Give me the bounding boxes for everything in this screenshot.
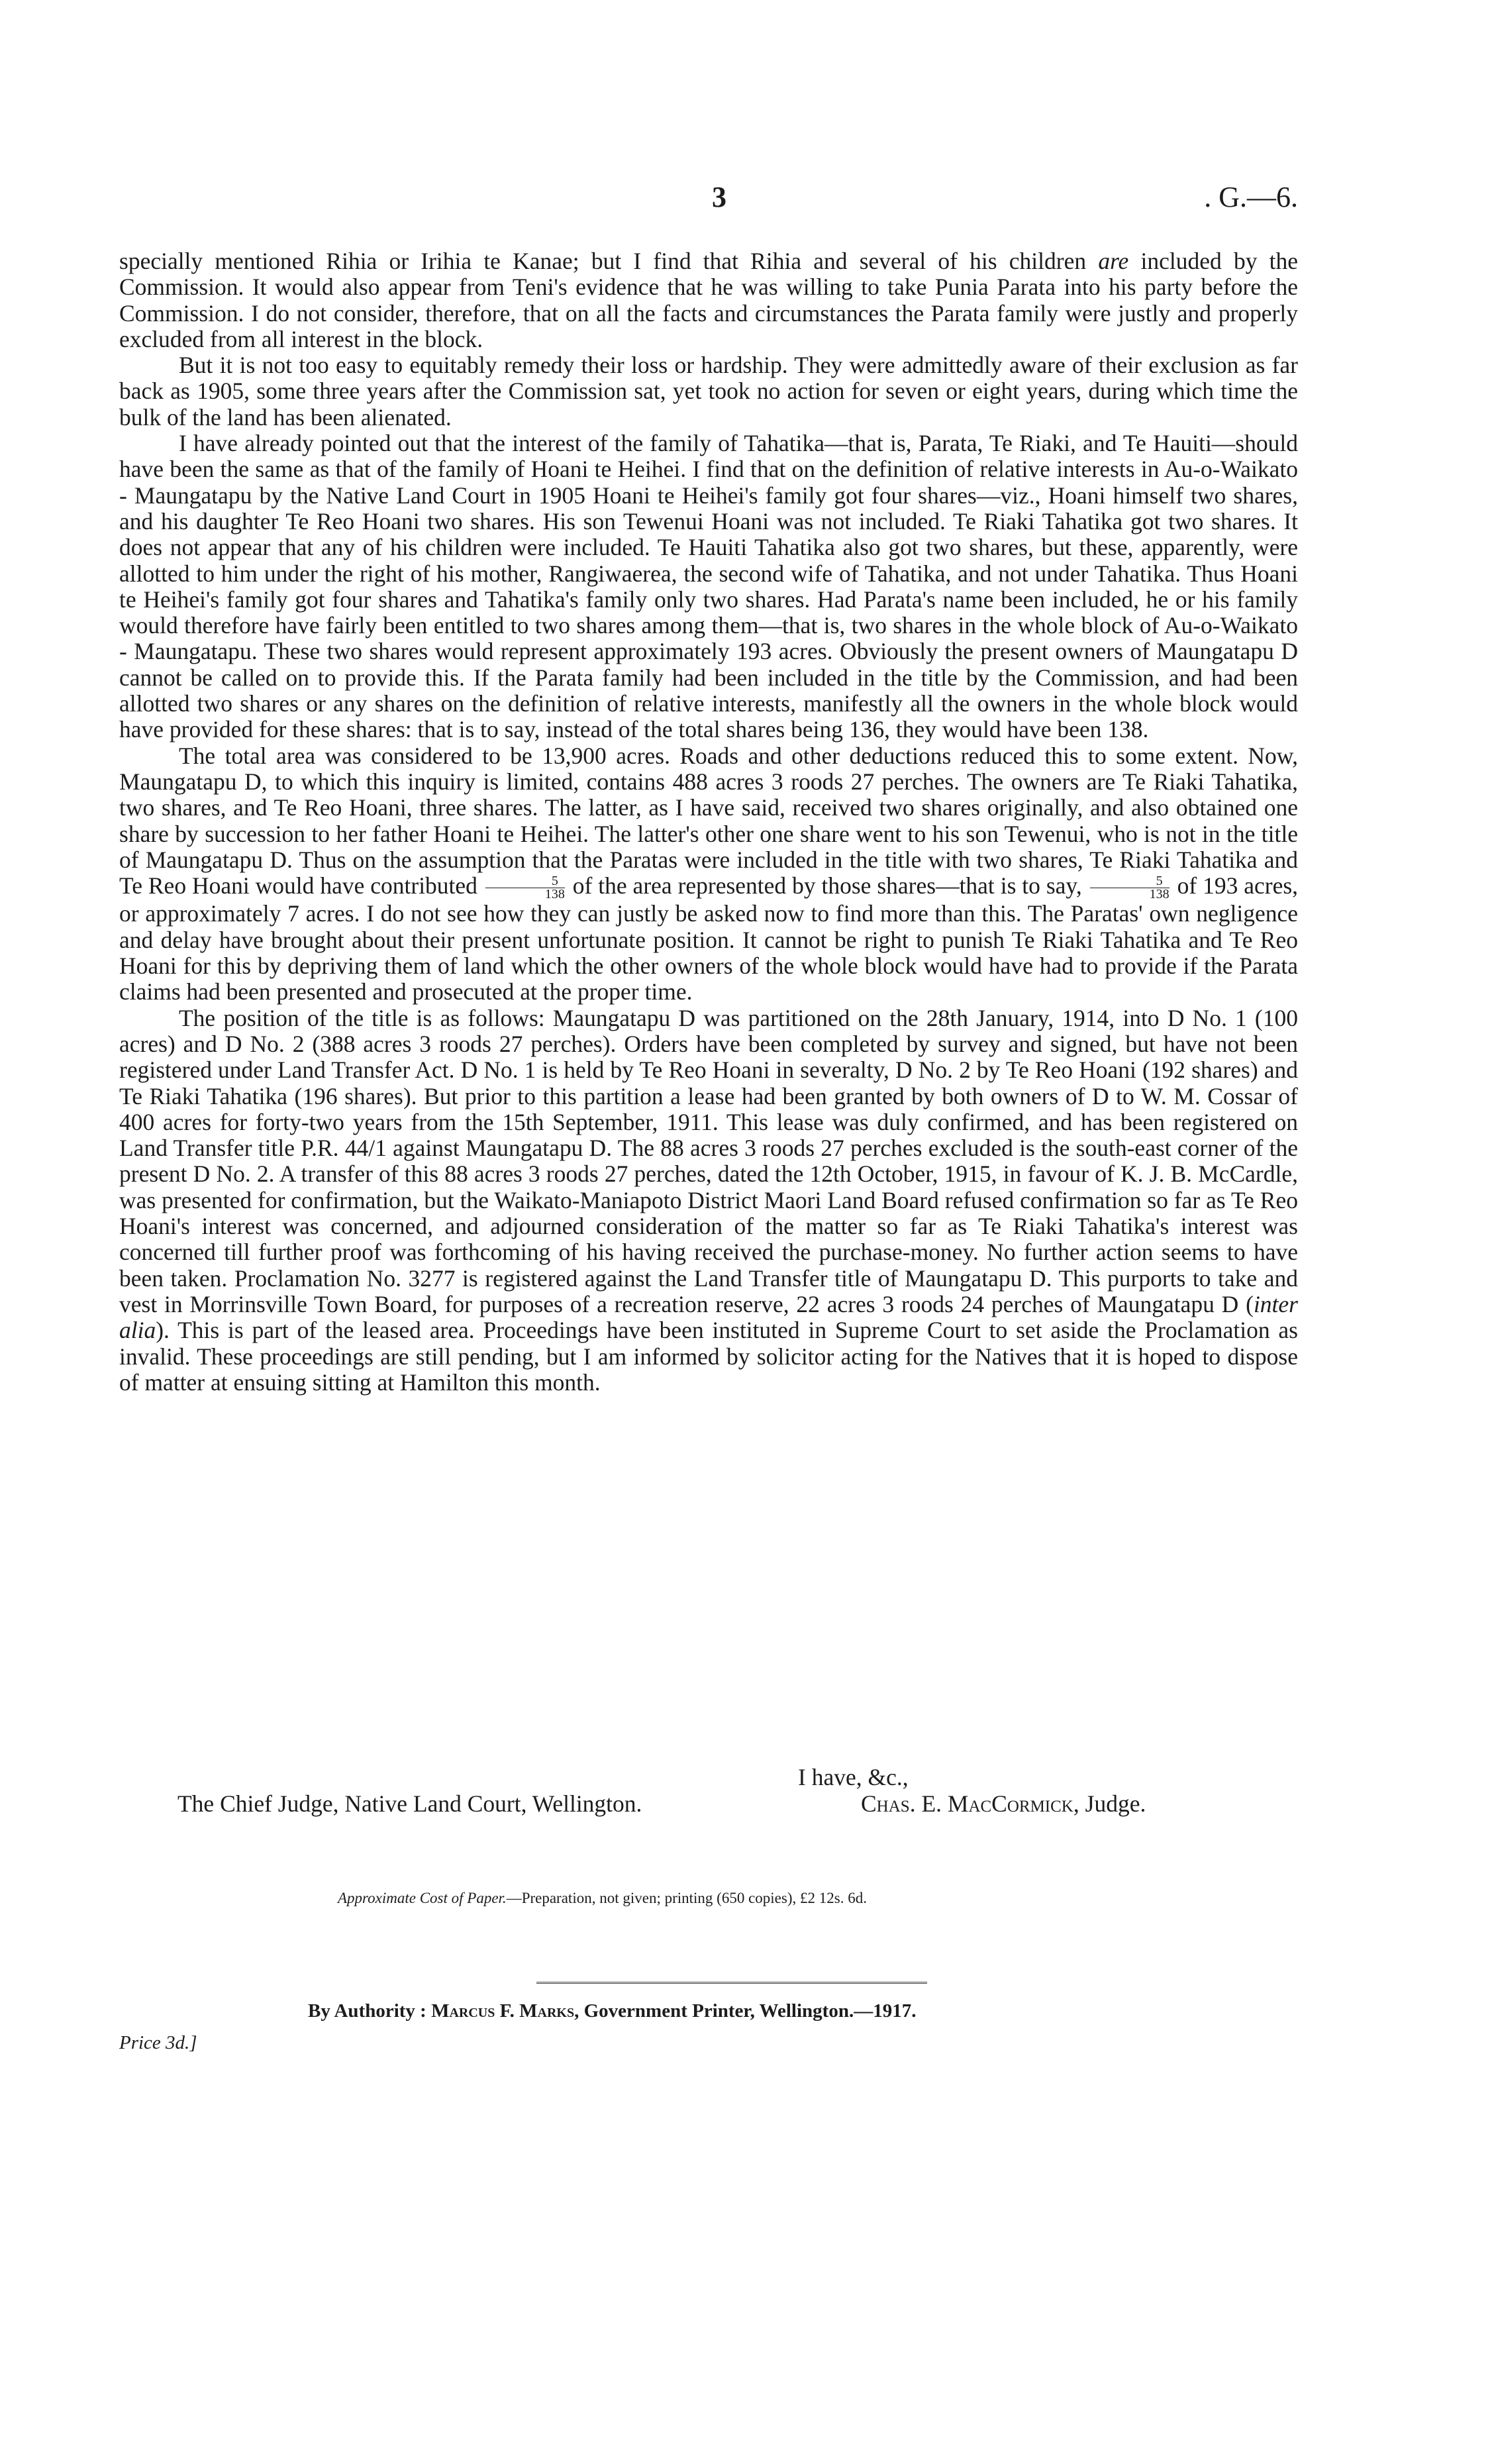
page-header bbox=[119, 180, 1298, 220]
price-note: Price 3d.] bbox=[119, 2032, 197, 2053]
paragraph-4: The total area was considered to be 13,900 acres. Roads and other deductions reduced this to some extent. Now, Maungatapu D, to which this inquiry is limited, contains 488 acres 3 roods 27 perches. The owners are Te Riaki Tahatika, two shares, and Te Reo Hoani, three shares. The latter, as I have said, received two shares originally, and also obtained one share by succession to her father Hoani te Heihei. The latter's other one share went to his son Tewenui, who is not in the title of Maungatapu D. Thus on the assumption that the Paratas were included in the title with two shares, Te Riaki Tahatika and Te Reo Hoani would have contributed $\frac{5}{138}$ of the area represented by those shares—that is to say, $\frac{5}{138}$ of 193 acres, or approximately 7 acres. I do not see how they can justly be asked now to find more than this. The Paratas' own negligence and delay have brought about their present unfortunate position. It cannot be right to punish Te Riaki Tahatika and Te Reo Hoani for this by depriving them of land which the other owners of the whole block would have had to provide if the Parata claims had been presented and prosecuted at the proper time. bbox=[119, 742, 1299, 1005]
signature bbox=[861, 1790, 1146, 1818]
page-number: 3 bbox=[712, 181, 726, 213]
paragraph-5: The position of the title is as follows: Maungatapu D was partitioned on the 28th January, 1914, into D No. 1 (100 acres) and D No. 2 (388 acres 3 roods 27 perches). Orders have been completed by survey and signed, but have not been registered under Land Transfer Act. D No. 1 is held by Te Reo Hoani in severalty, D No. 2 by Te Reo Hoani (192 shares) and Te Riaki Tahatika (196 shares). But prior to this partition a lease had been granted by both owners of D to W. M. Cossar of 400 acres for forty-two years from the 15th September, 1911. This lease was duly confirmed, and has been registered on Land Transfer title P.R. 44/1 against Maungatapu D. The 88 acres 3 roods 27 perches excluded is the south-east corner of the present D No. 2. A transfer of this 88 acres 3 roods 27 perches, dated the 12th October, 1915, in favour of K. J. B. McCardle, was presented for confirmation, but the Waikato-Maniapoto District Maori Land Board refused confirmation so far as Te Reo Hoani's interest was concerned, and adjourned consideration of the matter so far as Te Riaki Tahatika's interest was concerned till further proof was forthcoming of his having received the purchase-money. No further action seems to have been taken. Proclamation No. 3277 is registered against the Land Transfer title of Maungatapu D. This purports to take and vest in Morrinsville Town Board, for purposes of a recreation reserve, 22 acres 3 roods 24 perches of Maungatapu D (inter alia). This is part of the leased area. Proceedings have been instituted in Supreme Court to set aside the Proclamation as invalid. These proceedings are still pending, but I am informed by solicitor acting for the Natives that it is hoped to dispose of matter at ensuing sitting at Hamilton this month. bbox=[119, 1004, 1298, 1396]
closing-salutation: I have, &c., bbox=[798, 1764, 909, 1790]
fraction: $\frac{5}{138}$ bbox=[1090, 875, 1170, 901]
fraction: $\frac{5}{138}$ bbox=[485, 875, 565, 901]
cost-of-paper-note: Approximate Cost of Paper.—Preparation, not given; printing (650 copies), £2 12s. 6d. bbox=[338, 1890, 867, 1906]
paragraph-1: specially mentioned Rihia or Irihia te Kanae; but I find that Rihia and several of his children are included by the Commission. It would also appear from Teni's evidence that he was willing to take Punia Parata into his party before the Commission. I do not consider, therefore, that on all the facts and circumstances the Parata family were justly and properly excluded from all interest in the block. bbox=[119, 248, 1298, 352]
paragraph-2: But it is not too easy to equitably remedy their loss or hardship. They were admittedly aware of their exclusion as far back as 1905, some three years after the Commission sat, yet took no action for seven or eight years, during which time the bulk of the land has been alienated. bbox=[119, 352, 1298, 431]
signature-title: , Judge. bbox=[1073, 1790, 1146, 1817]
document-reference: . G.—6. bbox=[1204, 181, 1298, 213]
divider-rule bbox=[536, 1982, 927, 1984]
paragraph-3: I have already pointed out that the interest of the family of Tahatika—that is, Parata, Te Riaki, and Te Hauiti—should have been the same as that of the family of Hoani te Heihei. I find that on the definition of relative interests in Au-o-Waikato - Maungatapu by the Native Land Court in 1905 Hoani te Heihei's family got four shares—viz., Hoani himself two shares, and his daughter Te Reo Hoani two shares. His son Tewenui Hoani was not included. Te Riaki Tahatika got two shares. It does not appear that any of his children were included. Te Hauiti Tahatika also got two shares, but these, apparently, were allotted to him under the right of his mother, Rangiwaerea, the second wife of Tahatika, and not under Tahatika. Thus Hoani te Heihei's family got four shares and Tahatika's family only two shares. Had Parata's name been included, he or his family would therefore have fairly been entitled to two shares among them—that is, two shares in the whole block of Au-o-Waikato - Maungatapu. These two shares would represent approximately 193 acres. Obviously the present owners of Maungatapu D cannot be called on to provide this. If the Parata family had been included in the title by the Commission, and had been allotted two shares or any shares on the definition of relative interests, manifestly all the owners in the whole block would have provided for these shares: that is to say, instead of the total shares being 136, they would have been 138. bbox=[119, 430, 1298, 743]
addressee: The Chief Judge, Native Land Court, Wellington. bbox=[177, 1790, 642, 1817]
printer-authority-line: By Authority : Marcus F. Marks, Government Printer, Wellington.—1917. bbox=[308, 2000, 917, 2022]
letter-body bbox=[119, 248, 1298, 1396]
italic-emphasis: are bbox=[1098, 248, 1129, 274]
signature-name: Chas. E. MacCormick bbox=[861, 1790, 1073, 1817]
italic-emphasis: inter alia bbox=[119, 1290, 1298, 1344]
